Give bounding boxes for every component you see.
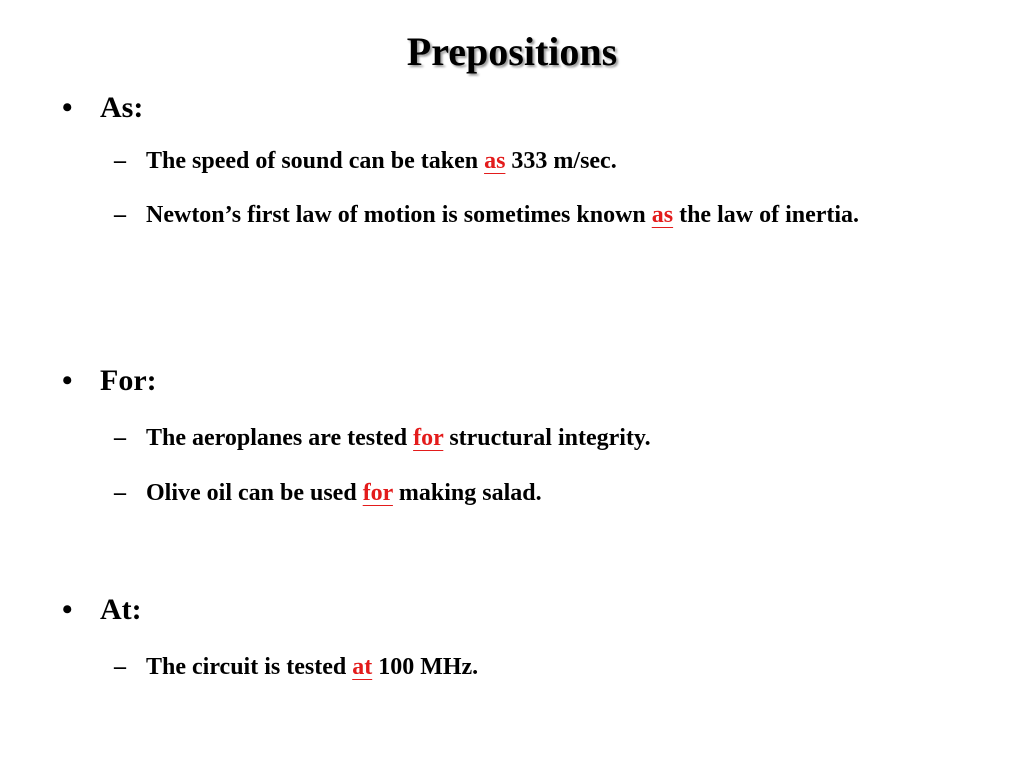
keyword-highlight: as [484, 148, 506, 174]
sub-item-text: The aeroplanes are tested [146, 425, 414, 451]
bullet-dot: • [62, 593, 73, 626]
dash-marker: – [114, 202, 126, 228]
dash-marker: – [114, 425, 126, 451]
keyword-highlight: at [352, 654, 373, 680]
dash-marker: – [114, 148, 126, 174]
sub-item [114, 642, 944, 692]
sub-item [114, 413, 944, 463]
sub-item [114, 468, 944, 518]
sub-item-text: the law of inertia. [673, 202, 860, 228]
sub-item-text: 333 m/sec. [505, 148, 617, 174]
bullet-dot: • [62, 91, 73, 124]
sub-item-text: The circuit is tested [146, 654, 353, 680]
sub-item [114, 136, 944, 186]
sub-item-text: Olive oil can be used [146, 480, 363, 506]
sub-item-text: structural integrity. [443, 425, 651, 451]
sub-item-text: making salad. [392, 480, 542, 506]
slide-title: Prepositions [406, 29, 618, 74]
keyword-highlight: for [362, 480, 393, 506]
keyword-highlight: as [651, 202, 674, 228]
bullet-for [62, 361, 157, 401]
dash-marker: – [114, 654, 126, 680]
bullet-heading: For: [100, 364, 157, 397]
sub-item-text: 100 MHz. [372, 654, 479, 680]
bullet-heading: As: [100, 91, 144, 124]
bullet-at [62, 590, 142, 630]
bullet-dot: • [62, 364, 73, 397]
bullet-as [62, 88, 143, 128]
sub-item-text: Newton’s first law of motion is sometimes known [146, 202, 652, 228]
sub-item [114, 190, 944, 240]
bullet-heading: At: [100, 593, 142, 626]
sub-item-text: The speed of sound can be taken [146, 148, 485, 174]
dash-marker: – [114, 480, 126, 506]
keyword-highlight: for [413, 425, 444, 451]
